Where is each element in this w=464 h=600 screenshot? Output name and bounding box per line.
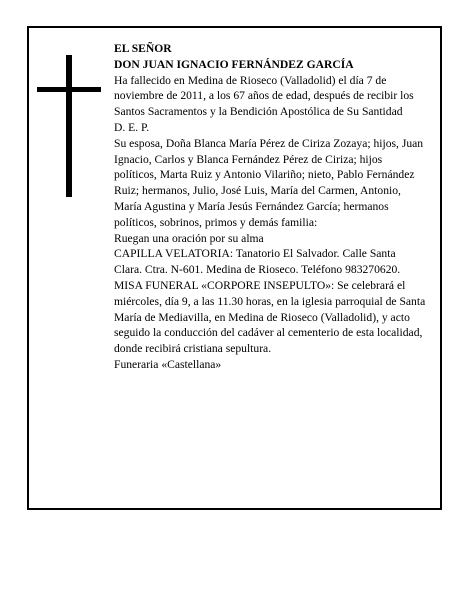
latin-cross-icon [37, 55, 101, 197]
death-statement: Ha fallecido en Medina de Rioseco (Valladolid) el día 7 de noviembre de 2011, a los 67 años de edad, después de recibir los Santos Sacramentos y la Bendición Apostólica de Su Santidad [114, 73, 414, 119]
funeral-mass-info: MISA FUNERAL «CORPORE INSEPULTO»: Se celebrará el miércoles, día 9, a las 11.30 horas, en la iglesia parroquial de Santa María de Mediavilla, en Medina de Rioseco (Valladolid), y acto seguido la conducción del cadáver al cementerio de esta localidad, donde recibirá cristiana sepultura. [114, 278, 426, 356]
chapel-info: CAPILLA VELATORIA: Tanatorio El Salvador. Calle Santa Clara. Ctra. N-601. Medina de Rioseco. Teléfono 983270620. [114, 247, 401, 277]
deceased-name: DON JUAN IGNACIO FERNÁNDEZ GARCÍA [114, 57, 354, 71]
obituary-text [114, 41, 426, 373]
dep-line: D. E. P. [114, 120, 150, 134]
header-title: EL SEÑOR [114, 42, 172, 55]
funeral-home: Funeraria «Castellana» [114, 357, 222, 371]
cross-horizontal-bar [37, 87, 101, 92]
family-list: Su esposa, Doña Blanca María Pérez de Ciriza Zozaya; hijos, Juan Ignacio, Carlos y Blanca Fernández Pérez de Ciriza; hijos políticos, Marta Ruiz y Antonio Vilariño; nieto, Pablo Fernández Ruiz; hermanos, Julio, José Luis, María del Carmen, Antonio, María Agustina y María Jesús Fernández García; hermanos políticos, sobrinos, primos y demás familia: [114, 136, 424, 229]
prayer-request: Ruegan una oración por su alma [114, 231, 264, 245]
cross-vertical-bar [66, 55, 72, 197]
